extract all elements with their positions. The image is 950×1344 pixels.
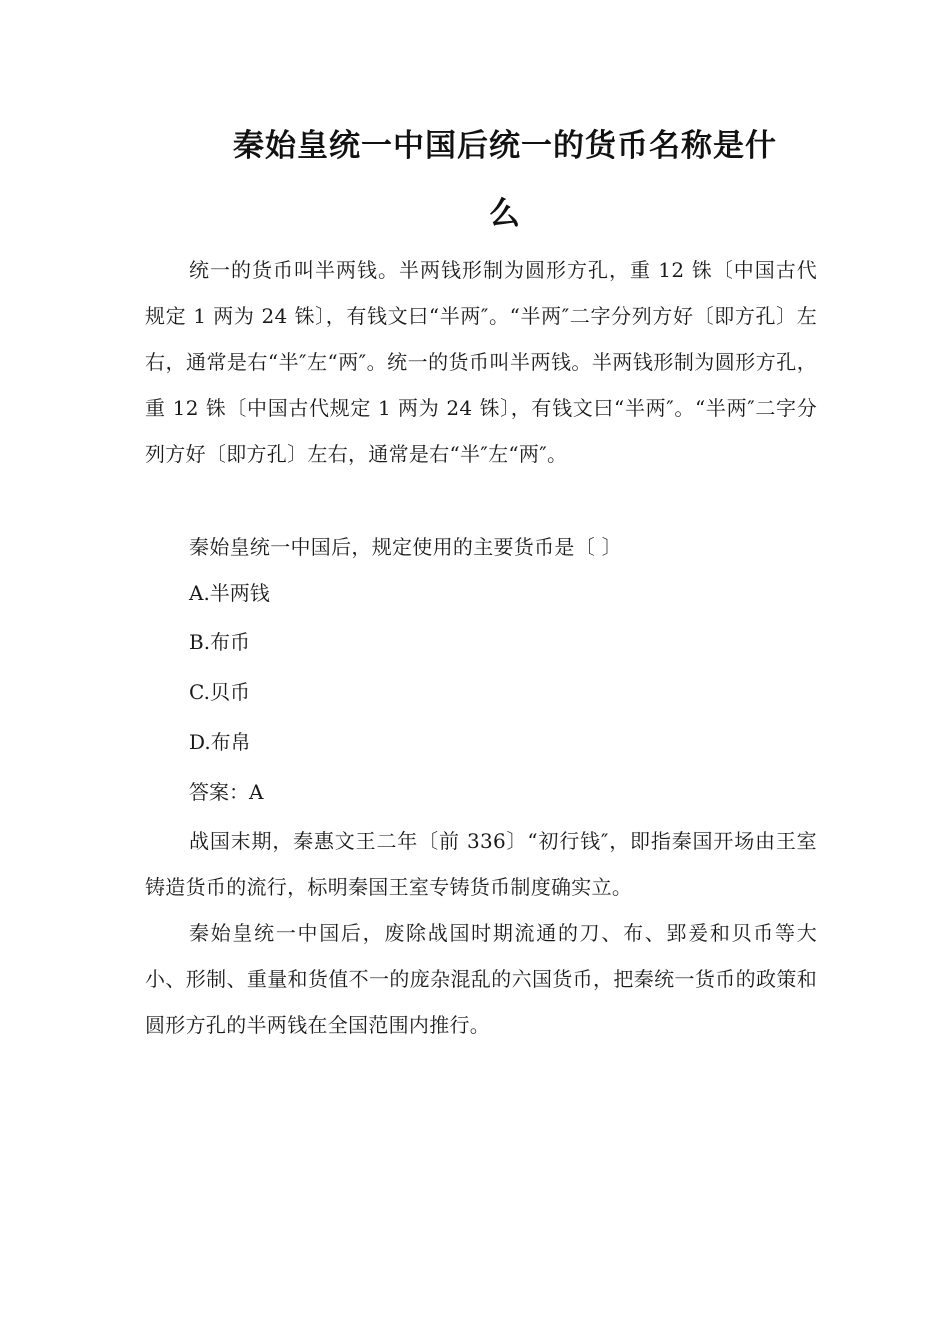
option-d: D.布帛: [189, 730, 251, 754]
title-line-1: 秦始皇统一中国后统一的货币名称是什: [233, 128, 777, 164]
answer-text: 答案：A: [189, 780, 264, 804]
option-c: C.贝币: [189, 680, 250, 704]
option-a: A.半两钱: [189, 581, 270, 605]
paragraph-unification: 秦始皇统一中国后，废除战国时期流通的刀、布、郢爰和贝币等大小、形制、重量和货值不一的庞杂混乱的六国货币，把秦统一货币的政策和圆形方孔的半两钱在全国范围内推行。: [145, 921, 817, 1037]
option-b: B.布币: [189, 630, 251, 654]
title-line-2: 么: [489, 196, 521, 232]
question-text: 秦始皇统一中国后，规定使用的主要货币是〔 〕: [189, 535, 622, 559]
paragraph-banliang-description: 统一的货币叫半两钱。半两钱形制为圆形方孔，重 12 铢〔中国古代规定 1 两为 24 铢〕，有钱文曰“半两″。“半两″二字分列方好〔即方孔〕左右，通常是右“半″左“两″。统一的货币叫半两钱。半两钱形制为圆形方孔，重 12 铢〔中国古代规定 1 两为 24 铢〕，有钱文曰“半两″。“半两″二字分列方好〔即方孔〕左右，通常是右“半″左“两″。: [145, 258, 817, 466]
document-title: [190, 112, 820, 248]
paragraph-warring-states: 战国末期，秦惠文王二年〔前 336〕“初行钱″，即指秦国开场由王室铸造货币的流行，标明秦国王室专铸货币制度确实立。: [145, 829, 817, 899]
